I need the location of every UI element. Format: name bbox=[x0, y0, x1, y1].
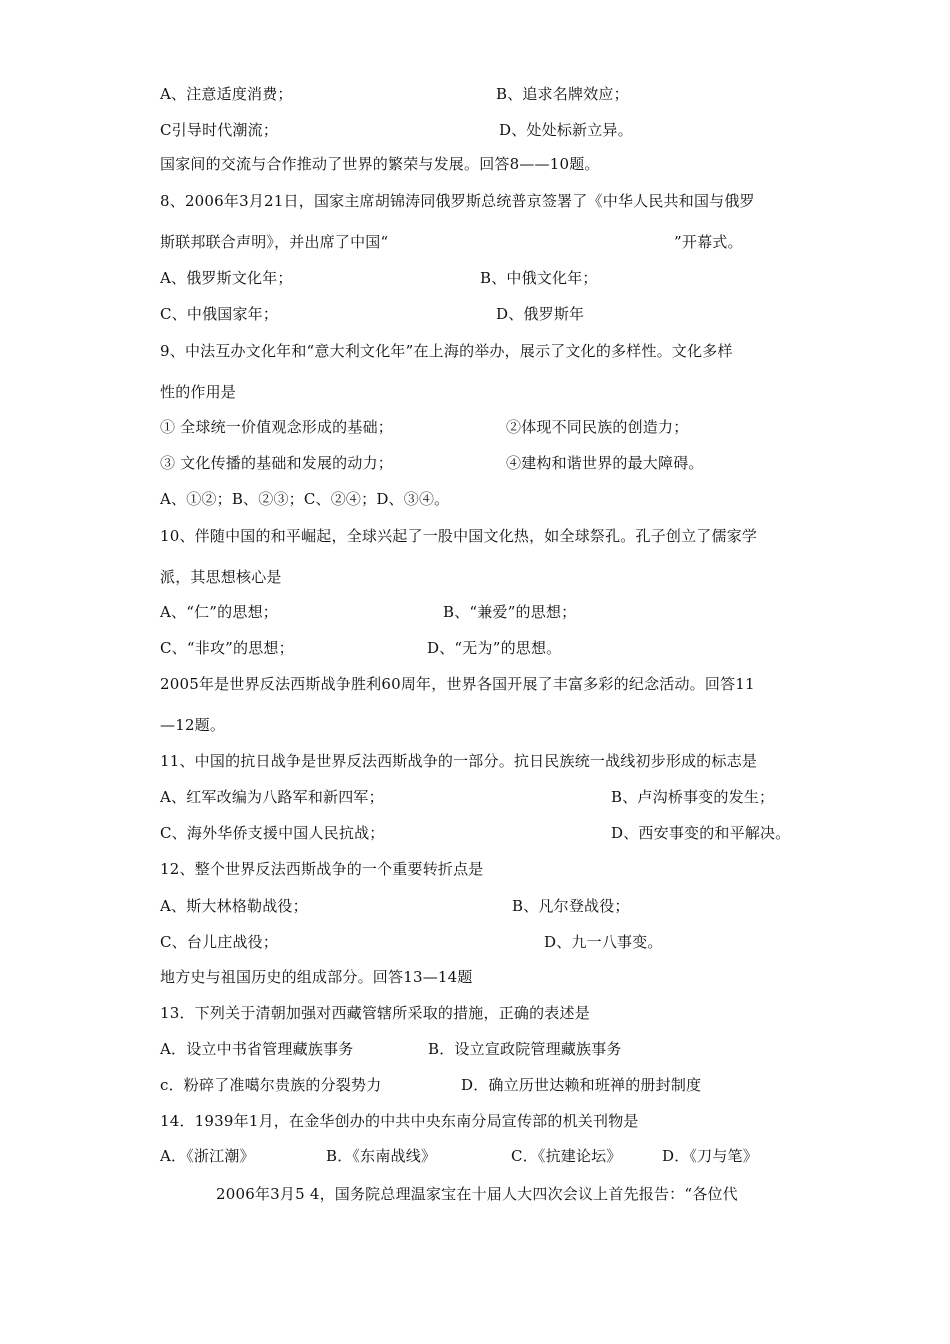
option-11b: B、卢沟桥事变的发生； bbox=[611, 788, 775, 806]
option-7d: D、处处标新立异。 bbox=[499, 121, 633, 139]
question-9-stem: 9、中法互办文化年和“意大利文化年”在上海的举办，展示了文化的多样性。文化多样 bbox=[160, 342, 733, 360]
option-13c: c．粉碎了准噶尔贵族的分裂势力 bbox=[160, 1076, 382, 1094]
question-10-stem-cont: 派，其思想核心是 bbox=[160, 568, 282, 586]
option-14c: C．《抗建论坛》 bbox=[511, 1147, 622, 1165]
question-14-stem: 14．1939年1月，在金华创办的中共中央东南分局宣传部的机关刊物是 bbox=[160, 1112, 639, 1130]
option-14d: D．《刀与笔》 bbox=[662, 1147, 758, 1165]
option-13a: A．设立中书省管理藏族事务 bbox=[160, 1040, 354, 1058]
question-13-stem: 13．下列关于清朝加强对西藏管辖所采取的措施，正确的表述是 bbox=[160, 1004, 590, 1022]
option-14b: B．《东南战线》 bbox=[326, 1147, 437, 1165]
option-10c: C、“非攻”的思想； bbox=[160, 639, 294, 657]
option-12d: D、九一八事变。 bbox=[544, 933, 663, 951]
question-9-stem-cont: 性的作用是 bbox=[160, 383, 237, 401]
choices-9: A、①②；B、②③；C、②④；D、③④。 bbox=[160, 490, 450, 508]
option-10b: B、“兼爱”的思想； bbox=[443, 603, 577, 621]
option-13b: B．设立宣政院管理藏族事务 bbox=[428, 1040, 622, 1058]
statement-9-3: ③ 文化传播的基础和发展的动力； bbox=[160, 454, 393, 472]
option-14a: A．《浙江潮》 bbox=[160, 1147, 255, 1165]
question-12-stem: 12、整个世界反法西斯战争的一个重要转折点是 bbox=[160, 860, 484, 878]
question-8-stem-tail: ”开幕式。 bbox=[674, 233, 743, 251]
question-8-stem: 8、2006年3月21日，国家主席胡锦涛同俄罗斯总统普京签署了《中华人民共和国与俄罗 bbox=[160, 192, 755, 210]
option-11c: C、海外华侨支援中国人民抗战； bbox=[160, 824, 385, 842]
option-12a: A、斯大林格勒战役； bbox=[160, 897, 308, 915]
option-11a: A、红军改编为八路军和新四军； bbox=[160, 788, 384, 806]
option-8c: C、中俄国家年； bbox=[160, 305, 279, 323]
section-intro-13-14: 地方史与祖国历史的组成部分。回答13—14题 bbox=[160, 968, 473, 986]
option-12b: B、凡尔登战役； bbox=[512, 897, 630, 915]
section-intro-11-12: 2005年是世界反法西斯战争胜利60周年，世界各国开展了丰富多彩的纪念活动。回答11 bbox=[160, 675, 755, 693]
option-7b: B、追求名牌效应； bbox=[496, 85, 629, 103]
option-7c: C引导时代潮流； bbox=[160, 121, 279, 139]
statement-9-1: ① 全球统一价值观念形成的基础； bbox=[160, 418, 393, 436]
option-8b: B、中俄文化年； bbox=[480, 269, 598, 287]
option-8d: D、俄罗斯年 bbox=[496, 305, 585, 323]
statement-9-4: ④建构和谐世界的最大障碍。 bbox=[506, 454, 704, 472]
section-intro-8-10: 国家间的交流与合作推动了世界的繁荣与发展。回答8——10题。 bbox=[160, 155, 600, 173]
option-11d: D、西安事变的和平解决。 bbox=[611, 824, 791, 842]
question-10-stem: 10、伴随中国的和平崛起，全球兴起了一股中国文化热，如全球祭孔。孔子创立了儒家学 bbox=[160, 527, 758, 545]
section-intro-11-12-cont: —12题。 bbox=[160, 716, 226, 734]
question-15-stem: 2006年3月5 4，国务院总理温家宝在十届人大四次会议上首先报告：“各位代 bbox=[216, 1185, 738, 1203]
option-12c: C、台儿庄战役； bbox=[160, 933, 279, 951]
option-8a: A、俄罗斯文化年； bbox=[160, 269, 293, 287]
statement-9-2: ②体现不同民族的创造力； bbox=[506, 418, 689, 436]
option-10a: A、“仁”的思想； bbox=[160, 603, 278, 621]
option-13d: D．确立历世达赖和班禅的册封制度 bbox=[461, 1076, 702, 1094]
option-7a: A、注意适度消费； bbox=[160, 85, 293, 103]
question-11-stem: 11、中国的抗日战争是世界反法西斯战争的一部分。抗日民族统一战线初步形成的标志是 bbox=[160, 752, 758, 770]
question-8-stem-cont: 斯联邦联合声明》，并出席了中国“ bbox=[160, 233, 389, 251]
option-10d: D、“无为”的思想。 bbox=[427, 639, 562, 657]
